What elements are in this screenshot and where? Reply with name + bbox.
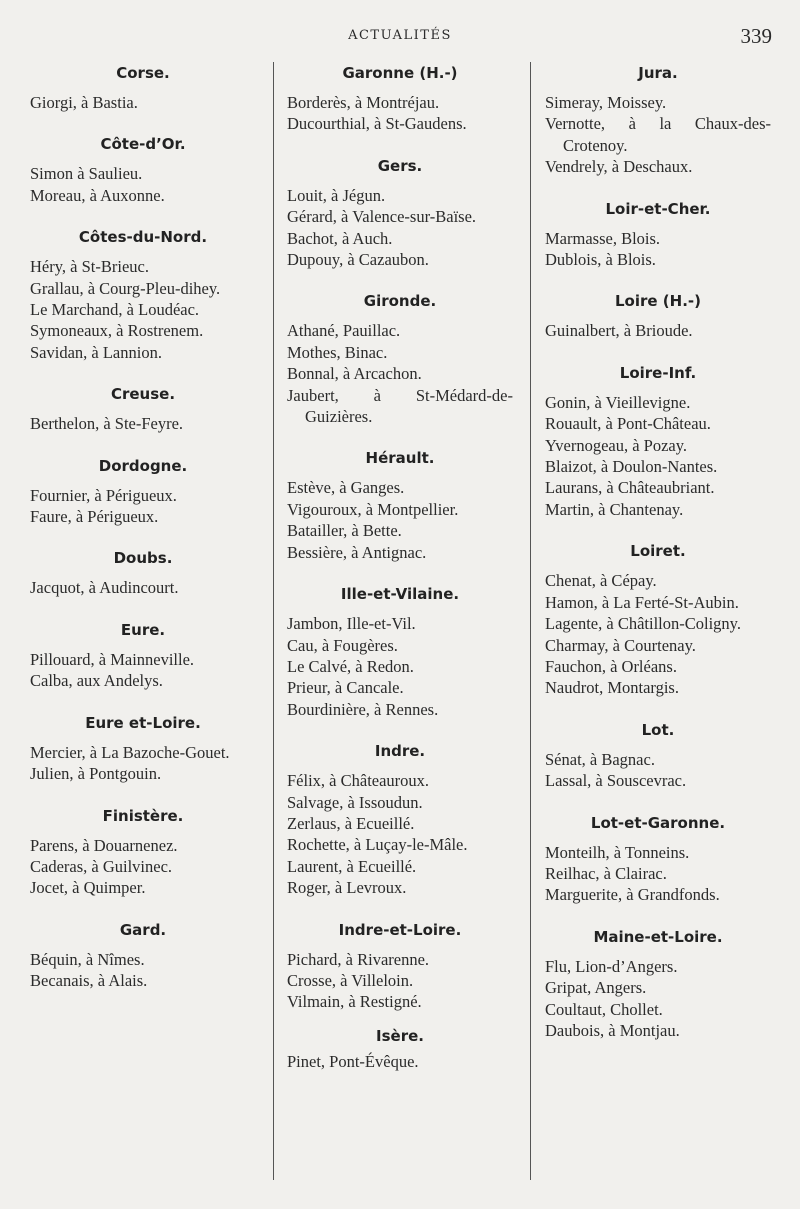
column-rule-left bbox=[273, 62, 274, 1180]
section-title: Côte-d’Or. bbox=[100, 135, 186, 154]
list-item: Pichard, à Rivarenne. bbox=[287, 949, 430, 969]
section-title: Garonne (H.-) bbox=[342, 64, 458, 82]
running-head bbox=[0, 26, 800, 50]
list-item: Pillouard, à Mainneville. bbox=[30, 649, 195, 669]
list-item: Vendrely, à Deschaux. bbox=[545, 157, 693, 177]
section-title: Loir-et-Cher. bbox=[605, 199, 711, 218]
list-item: Lassal, à Souscevrac. bbox=[545, 771, 687, 791]
section-cote-dor bbox=[30, 129, 256, 206]
list-item: Ducourthial, à St-Gaudens. bbox=[287, 114, 467, 134]
section-title: Eure et-Loire. bbox=[85, 713, 201, 732]
section-dordogne bbox=[30, 451, 256, 528]
list-item: Charmay, à Courtenay. bbox=[545, 635, 696, 655]
section-title: Corse. bbox=[116, 64, 170, 82]
section-jura bbox=[545, 58, 771, 178]
running-title: ACTUALITÉS bbox=[348, 28, 452, 43]
list-item: Béquin, à Nîmes. bbox=[30, 949, 145, 969]
list-item: Caderas, à Guilvinec. bbox=[30, 856, 173, 876]
list-item: Pinet, Pont-Évêque. bbox=[287, 1051, 419, 1071]
list-item: Vilmain, à Restigné. bbox=[287, 992, 422, 1012]
list-item: Naudrot, Montargis. bbox=[545, 678, 679, 698]
column-rule-right bbox=[530, 62, 531, 1180]
section-creuse bbox=[30, 379, 256, 434]
list-item: Gonin, à Vieillevigne. bbox=[545, 392, 691, 412]
column-2 bbox=[287, 58, 513, 1072]
list-item: Le Marchand, à Loudéac. bbox=[30, 300, 200, 320]
section-herault bbox=[287, 443, 513, 563]
list-item: Moreau, à Auxonne. bbox=[30, 185, 165, 205]
list-item: Félix, à Châteauroux. bbox=[287, 771, 430, 791]
list-item: Symoneaux, à Rostrenem. bbox=[30, 321, 204, 341]
section-title: Finistère. bbox=[102, 806, 184, 825]
list-item: Flu, Lion-d’Angers. bbox=[545, 956, 678, 976]
section-title: Ille-et-Vilaine. bbox=[340, 585, 460, 604]
section-title: Dordogne. bbox=[98, 456, 188, 475]
section-finistere bbox=[30, 801, 256, 899]
section-gironde bbox=[287, 286, 513, 427]
list-item: Roger, à Levroux. bbox=[287, 878, 407, 898]
list-item: Bourdinière, à Rennes. bbox=[287, 699, 439, 719]
list-item: Prieur, à Cancale. bbox=[287, 678, 404, 698]
list-item: Simon à Saulieu. bbox=[30, 164, 143, 184]
list-item: Hamon, à La Ferté-St-Aubin. bbox=[545, 592, 739, 612]
list-item: Héry, à St-Brieuc. bbox=[30, 257, 149, 277]
section-title: Lot. bbox=[641, 720, 675, 739]
list-item: Gérard, à Valence-sur-Baïse. bbox=[287, 207, 477, 227]
column-3 bbox=[545, 58, 771, 1041]
list-item: Berthelon, à Ste-Feyre. bbox=[30, 414, 184, 434]
list-item: Chenat, à Cépay. bbox=[545, 571, 657, 591]
list-item: Calba, aux Andelys. bbox=[30, 671, 163, 691]
section-loir-et-cher bbox=[545, 194, 771, 271]
list-item: Marguerite, à Grandfonds. bbox=[545, 885, 720, 905]
section-lot-et-garonne bbox=[545, 808, 771, 906]
section-corse bbox=[30, 58, 256, 113]
list-item: Zerlaus, à Ecueillé. bbox=[287, 813, 415, 833]
list-item: Bessière, à Antignac. bbox=[287, 542, 427, 562]
list-item: Fauchon, à Orléans. bbox=[545, 656, 677, 676]
section-title: Loiret. bbox=[630, 542, 686, 561]
list-item: Gripat, Angers. bbox=[545, 978, 647, 998]
section-title: Loire-Inf. bbox=[619, 363, 697, 382]
list-item: Dupouy, à Cazaubon. bbox=[287, 250, 429, 270]
list-item: Borderès, à Montréjau. bbox=[287, 93, 440, 112]
section-loiret bbox=[545, 536, 771, 698]
section-ille-et-vilaine bbox=[287, 579, 513, 720]
section-title: Gironde. bbox=[363, 292, 437, 311]
section-title: Loire (H.-) bbox=[615, 292, 701, 311]
section-eure bbox=[30, 615, 256, 692]
section-haute-garonne bbox=[287, 58, 513, 135]
list-item: Estève, à Ganges. bbox=[287, 478, 405, 498]
section-title: Côtes-du-Nord. bbox=[78, 228, 208, 247]
section-title: Isère. bbox=[376, 1026, 424, 1045]
section-title: Lot-et-Garonne. bbox=[590, 813, 726, 832]
list-item: Marmasse, Blois. bbox=[545, 228, 661, 248]
list-item: Yvernogeau, à Pozay. bbox=[545, 435, 688, 455]
section-title: Hérault. bbox=[365, 449, 435, 468]
list-item: Becanais, à Alais. bbox=[30, 971, 148, 991]
section-doubs bbox=[30, 543, 256, 598]
list-item: Mercier, à La Bazoche-Gouet. bbox=[30, 742, 230, 762]
section-title: Doubs. bbox=[113, 549, 173, 568]
section-title: Indre-et-Loire. bbox=[338, 920, 462, 939]
list-item: Vigouroux, à Montpellier. bbox=[287, 499, 459, 519]
section-title: Eure. bbox=[120, 620, 166, 639]
list-item: Bonnal, à Arcachon. bbox=[287, 364, 422, 384]
list-item: Athané, Pauillac. bbox=[287, 321, 401, 341]
list-item: Monteilh, à Tonneins. bbox=[545, 842, 690, 862]
list-item: Le Calvé, à Redon. bbox=[287, 656, 414, 676]
list-item: Lagente, à Châtillon-Coligny. bbox=[545, 614, 741, 634]
list-item: Jaubert, à St-Médard-de-Guizières. bbox=[287, 385, 513, 427]
list-item: Rochette, à Luçay-le-Mâle. bbox=[287, 835, 468, 855]
list-item: Laurans, à Châteaubriant. bbox=[545, 478, 715, 498]
list-item: Giorgi, à Bastia. bbox=[30, 93, 138, 112]
section-indre bbox=[287, 736, 513, 898]
list-item: Cau, à Fougères. bbox=[287, 635, 398, 655]
list-item: Faure, à Périgueux. bbox=[30, 507, 159, 527]
list-item: Parens, à Douarnenez. bbox=[30, 835, 178, 855]
list-item: Bachot, à Auch. bbox=[287, 228, 393, 248]
list-item: Martin, à Chantenay. bbox=[545, 499, 684, 519]
list-item: Daubois, à Montjau. bbox=[545, 1020, 680, 1040]
section-eure-et-loire bbox=[30, 708, 256, 785]
list-item: Jacquot, à Audincourt. bbox=[30, 578, 179, 598]
list-item: Mothes, Binac. bbox=[287, 342, 388, 362]
section-title: Gers. bbox=[377, 156, 423, 175]
list-item: Dublois, à Blois. bbox=[545, 250, 656, 270]
list-item: Reilhac, à Clairac. bbox=[545, 863, 667, 883]
column-1 bbox=[30, 58, 256, 992]
list-item: Fournier, à Périgueux. bbox=[30, 485, 177, 505]
section-title: Gard. bbox=[119, 920, 167, 939]
list-item: Blaizot, à Doulon-Nantes. bbox=[545, 457, 718, 477]
section-maine-et-loire bbox=[545, 922, 771, 1042]
section-title: Jura. bbox=[638, 64, 678, 82]
list-item: Louit, à Jégun. bbox=[287, 185, 386, 205]
section-gard bbox=[30, 915, 256, 992]
page-number: 339 bbox=[740, 24, 772, 48]
section-title: Indre. bbox=[374, 742, 426, 761]
list-item: Coultaut, Chollet. bbox=[545, 999, 663, 1019]
list-item: Grallau, à Courg-Pleu-dihey. bbox=[30, 278, 221, 298]
list-item: Simeray, Moissey. bbox=[545, 93, 667, 112]
section-indre-et-loire bbox=[287, 915, 513, 1013]
list-item: Rouault, à Pont-Château. bbox=[545, 414, 711, 434]
list-item: Crosse, à Villeloin. bbox=[287, 970, 414, 990]
section-title: Maine-et-Loire. bbox=[593, 927, 723, 946]
list-item: Jocet, à Quimper. bbox=[30, 878, 146, 898]
list-item: Laurent, à Ecueillé. bbox=[287, 856, 417, 876]
section-cotes-du-nord bbox=[30, 222, 256, 363]
section-gers bbox=[287, 151, 513, 271]
list-item: Guinalbert, à Brioude. bbox=[545, 321, 693, 341]
list-item: Sénat, à Bagnac. bbox=[545, 749, 655, 769]
section-haute-loire bbox=[545, 286, 771, 341]
section-title: Creuse. bbox=[110, 385, 176, 404]
list-item: Jambon, Ille-et-Vil. bbox=[287, 614, 416, 634]
list-item: Vernotte, à la Chaux-des-Crotenoy. bbox=[545, 114, 771, 155]
section-loire-inferieure bbox=[545, 358, 771, 520]
list-item: Savidan, à Lannion. bbox=[30, 342, 162, 362]
section-isere bbox=[287, 1021, 513, 1072]
list-item: Salvage, à Issoudun. bbox=[287, 792, 423, 812]
list-item: Batailler, à Bette. bbox=[287, 521, 402, 541]
list-item: Julien, à Pontgouin. bbox=[30, 764, 162, 784]
section-lot bbox=[545, 715, 771, 792]
